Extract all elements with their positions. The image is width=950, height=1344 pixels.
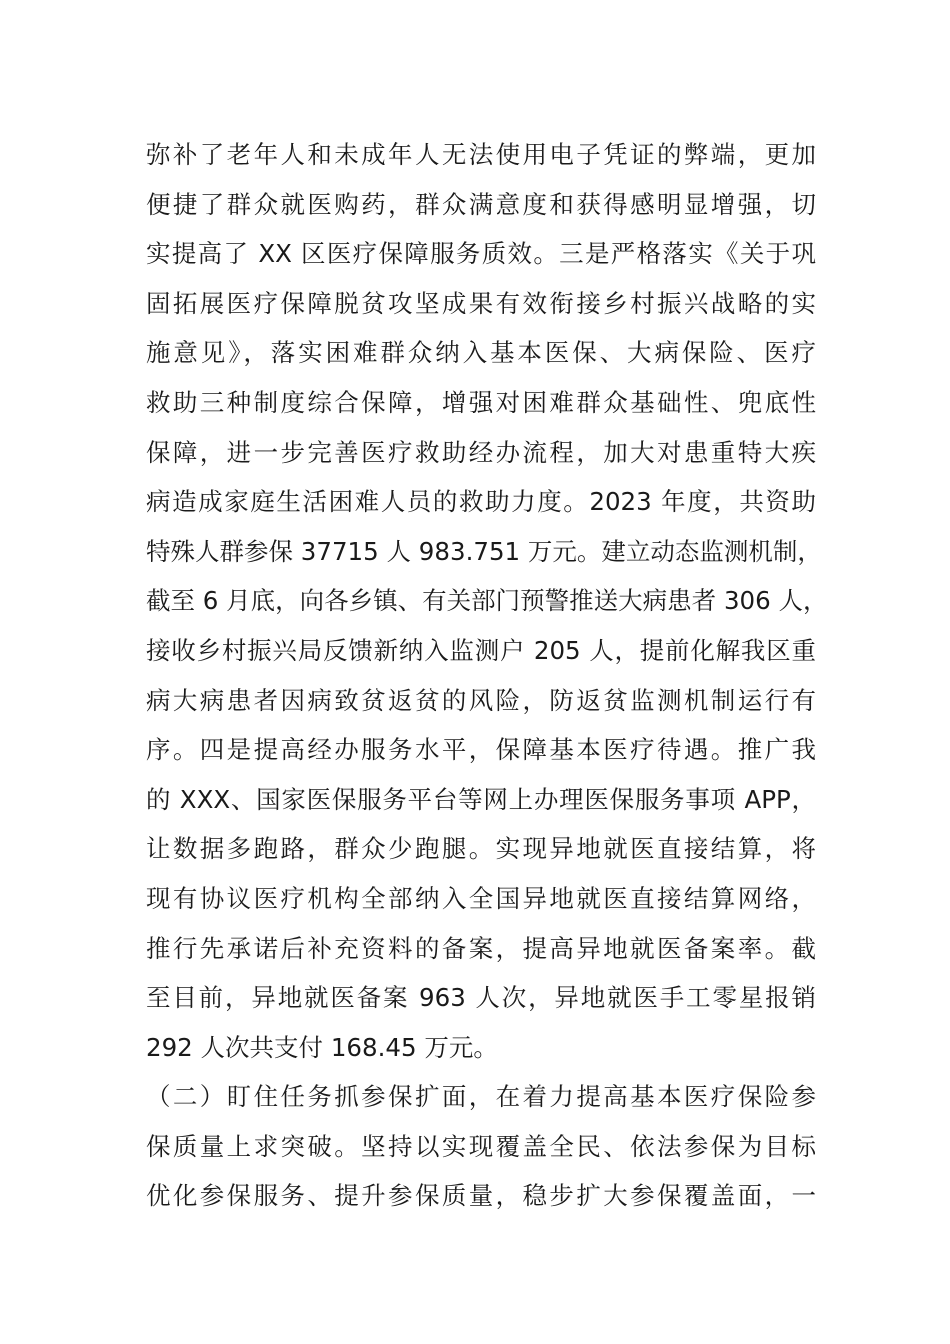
text-line: 施意见》，落实困难群众纳入基本医保、大病保险、医疗 <box>146 338 816 368</box>
text-line: 病造成家庭生活困难人员的救助力度。2023 年度，共资助 <box>146 487 816 517</box>
text-line: 救助三种制度综合保障，增强对困难群众基础性、兜底性 <box>146 387 816 417</box>
text-line: 特殊人群参保 37715 人 983.751 万元。建立动态监测机制， <box>146 536 822 566</box>
text-line: 推行先承诺后补充资料的备案，提高异地就医备案率。截 <box>146 933 816 963</box>
text-line: 292 人次共支付 168.45 万元。 <box>146 1032 498 1062</box>
text-line: 实提高了 XX 区医疗保障服务质效。三是严格落实《关于巩 <box>146 239 816 269</box>
body-text <box>146 130 828 1221</box>
text-line: 保障，进一步完善医疗救助经办流程，加大对患重特大疾 <box>146 437 816 467</box>
text-line: 让数据多跑路，群众少跑腿。实现异地就医直接结算，将 <box>146 834 816 864</box>
text-line: 的 XXX、国家医保服务平台等网上办理医保服务事项 APP， <box>146 784 816 814</box>
text-line: 弥补了老年人和未成年人无法使用电子凭证的弊端，更加 <box>146 140 816 169</box>
text-line: 固拓展医疗保障脱贫攻坚成果有效衔接乡村振兴战略的实 <box>146 288 816 318</box>
text-line: 优化参保服务、提升参保质量，稳步扩大参保覆盖面，一 <box>146 1181 816 1211</box>
text-line: 至目前，异地就医备案 963 人次，异地就医手工零星报销 <box>146 983 816 1013</box>
text-line: 接收乡村振兴局反馈新纳入监测户 205 人，提前化解我区重 <box>146 635 816 665</box>
text-line: 序。四是提高经办服务水平，保障基本医疗待遇。推广我 <box>146 735 816 765</box>
text-line: 截至 6 月底，向各乡镇、有关部门预警推送大病患者 306 人， <box>146 586 828 616</box>
text-line: 保质量上求突破。坚持以实现覆盖全民、依法参保为目标 <box>146 1131 816 1161</box>
text-line: 现有协议医疗机构全部纳入全国异地就医直接结算网络， <box>146 883 816 913</box>
section-heading-line: （二）盯住任务抓参保扩面，在着力提高基本医疗保险参 <box>146 1082 816 1112</box>
text-line: 便捷了群众就医购药，群众满意度和获得感明显增强，切 <box>146 189 816 219</box>
text-line: 病大病患者因病致贫返贫的风险，防返贫监测机制运行有 <box>146 685 816 715</box>
